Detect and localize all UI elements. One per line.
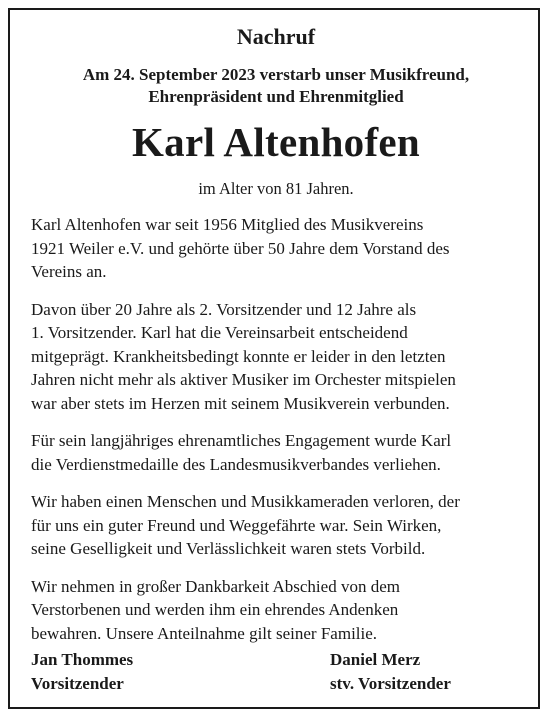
age-text: im Alter von 81 Jahren. (198, 179, 354, 198)
signatory-name: Daniel Merz (330, 650, 421, 669)
text-line: für uns ein guter Freund und Weggefährte war. Sein Wirken, (31, 515, 442, 535)
text-line: bewahren. Unsere Anteilnahme gilt seiner Familie. (31, 623, 378, 643)
paragraph-membership (31, 213, 521, 284)
paragraph-tribute (31, 490, 521, 561)
notice-title: Nachruf (236, 24, 316, 49)
deceased-name: Karl Altenhofen (131, 119, 421, 165)
intro-line: Am 24. September 2023 verstarb unser Musikfreund, (82, 65, 470, 84)
intro-text (31, 64, 521, 108)
text-line: Wir nehmen in großer Dankbarkeit Abschied von dem (31, 576, 400, 596)
text-line: Vereins an. (31, 262, 107, 281)
text-line: 1. Vorsitzender. Karl hat die Vereinsarbeit entscheidend (31, 323, 408, 342)
obituary-notice (31, 24, 521, 645)
text-line: Wir haben einen Menschen und Musikkameraden verloren, der (31, 492, 460, 511)
paragraph-board-service (31, 298, 521, 416)
text-line: Jahren nicht mehr als aktiver Musiker im Orchester mitspielen (31, 370, 456, 389)
text-line: Karl Altenhofen war seit 1956 Mitglied des Musikvereins (31, 215, 424, 234)
signatory-role: stv. Vorsitzender (330, 674, 451, 693)
signature-chairman (31, 648, 133, 696)
text-line: seine Geselligkeit und Verlässlichkeit waren stets Vorbild. (31, 539, 426, 558)
paragraph-farewell (31, 575, 521, 646)
intro-line: Ehrenpräsident und Ehrenmitglied (148, 87, 404, 106)
text-line: mitgeprägt. Krankheitsbedingt konnte er leider in den letzten (31, 346, 446, 366)
text-line: Für sein langjähriges ehrenamtliches Engagement wurde Karl (31, 431, 452, 450)
signatory-role: Vorsitzender (31, 674, 124, 693)
signature-vice-chairman (330, 648, 451, 696)
paragraph-award (31, 429, 521, 476)
text-line: Verstorbenen und werden ihm ein ehrendes Andenken (31, 600, 399, 619)
text-line: 1921 Weiler e.V. und gehörte über 50 Jahre dem Vorstand des (31, 238, 450, 258)
signatory-name: Jan Thommes (31, 650, 134, 669)
text-line: Davon über 20 Jahre als 2. Vorsitzender und 12 Jahre als (31, 299, 417, 319)
text-line: war aber stets im Herzen mit seinem Musikverein verbunden. (31, 393, 450, 413)
text-line: die Verdienstmedaille des Landesmusikverbandes verliehen. (31, 454, 441, 474)
